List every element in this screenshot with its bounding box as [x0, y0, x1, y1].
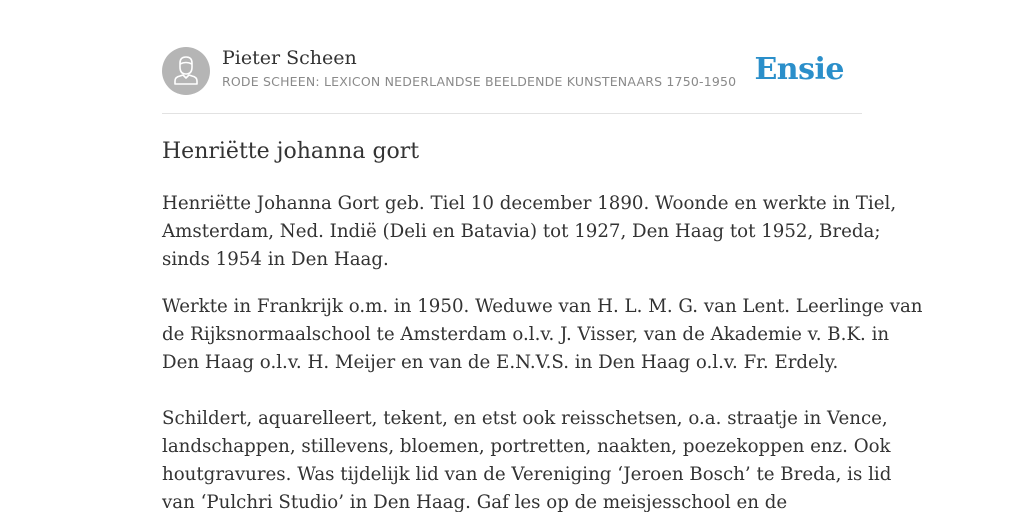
text-line: Amsterdam, Ned. Indië (Deli en Batavia) tot 1927, Den Haag tot 1952, Breda;	[162, 221, 881, 242]
paragraph-1	[162, 190, 897, 274]
text-line: de Rijksnormaalschool te Amsterdam o.l.v. J. Visser, van de Akademie v. B.K. in	[162, 324, 890, 345]
author-name[interactable]: Pieter Scheen	[222, 47, 357, 69]
divider	[162, 113, 862, 114]
paragraph-2	[162, 293, 923, 377]
source-title[interactable]: RODE SCHEEN: LEXICON NEDERLANDSE BEELDENDE KUNSTENAARS 1750-1950	[222, 74, 737, 89]
text-line: sinds 1954 in Den Haag.	[162, 249, 389, 270]
text-line: van ‘Pulchri Studio’ in Den Haag. Gaf les op de meisjesschool en de	[162, 492, 788, 512]
author-header	[162, 46, 862, 96]
brand-logo[interactable]: Ensie	[754, 52, 844, 87]
text-line: Schildert, aquarelleert, tekent, en etst ook reisschetsen, o.a. straatje in Vence,	[162, 408, 888, 429]
text-line: Werkte in Frankrijk o.m. in 1950. Weduwe van H. L. M. G. van Lent. Leerlinge van	[162, 296, 923, 317]
article-title: Henriëtte johanna gort	[162, 139, 420, 164]
paragraph-3	[162, 405, 892, 512]
text-line: landschappen, stillevens, bloemen, portretten, naakten, poezekoppen enz. Ook	[162, 436, 891, 457]
text-line: Den Haag o.l.v. H. Meijer en van de E.N.V.S. in Den Haag o.l.v. Fr. Erdely.	[162, 352, 839, 373]
text-line: Henriëtte Johanna Gort geb. Tiel 10 december 1890. Woonde en werkte in Tiel,	[162, 193, 897, 214]
user-silhouette-icon	[162, 47, 210, 95]
text-line: houtgravures. Was tijdelijk lid van de Vereniging ‘Jeroen Bosch’ te Breda, is lid	[162, 464, 892, 485]
author-avatar[interactable]	[162, 47, 210, 95]
